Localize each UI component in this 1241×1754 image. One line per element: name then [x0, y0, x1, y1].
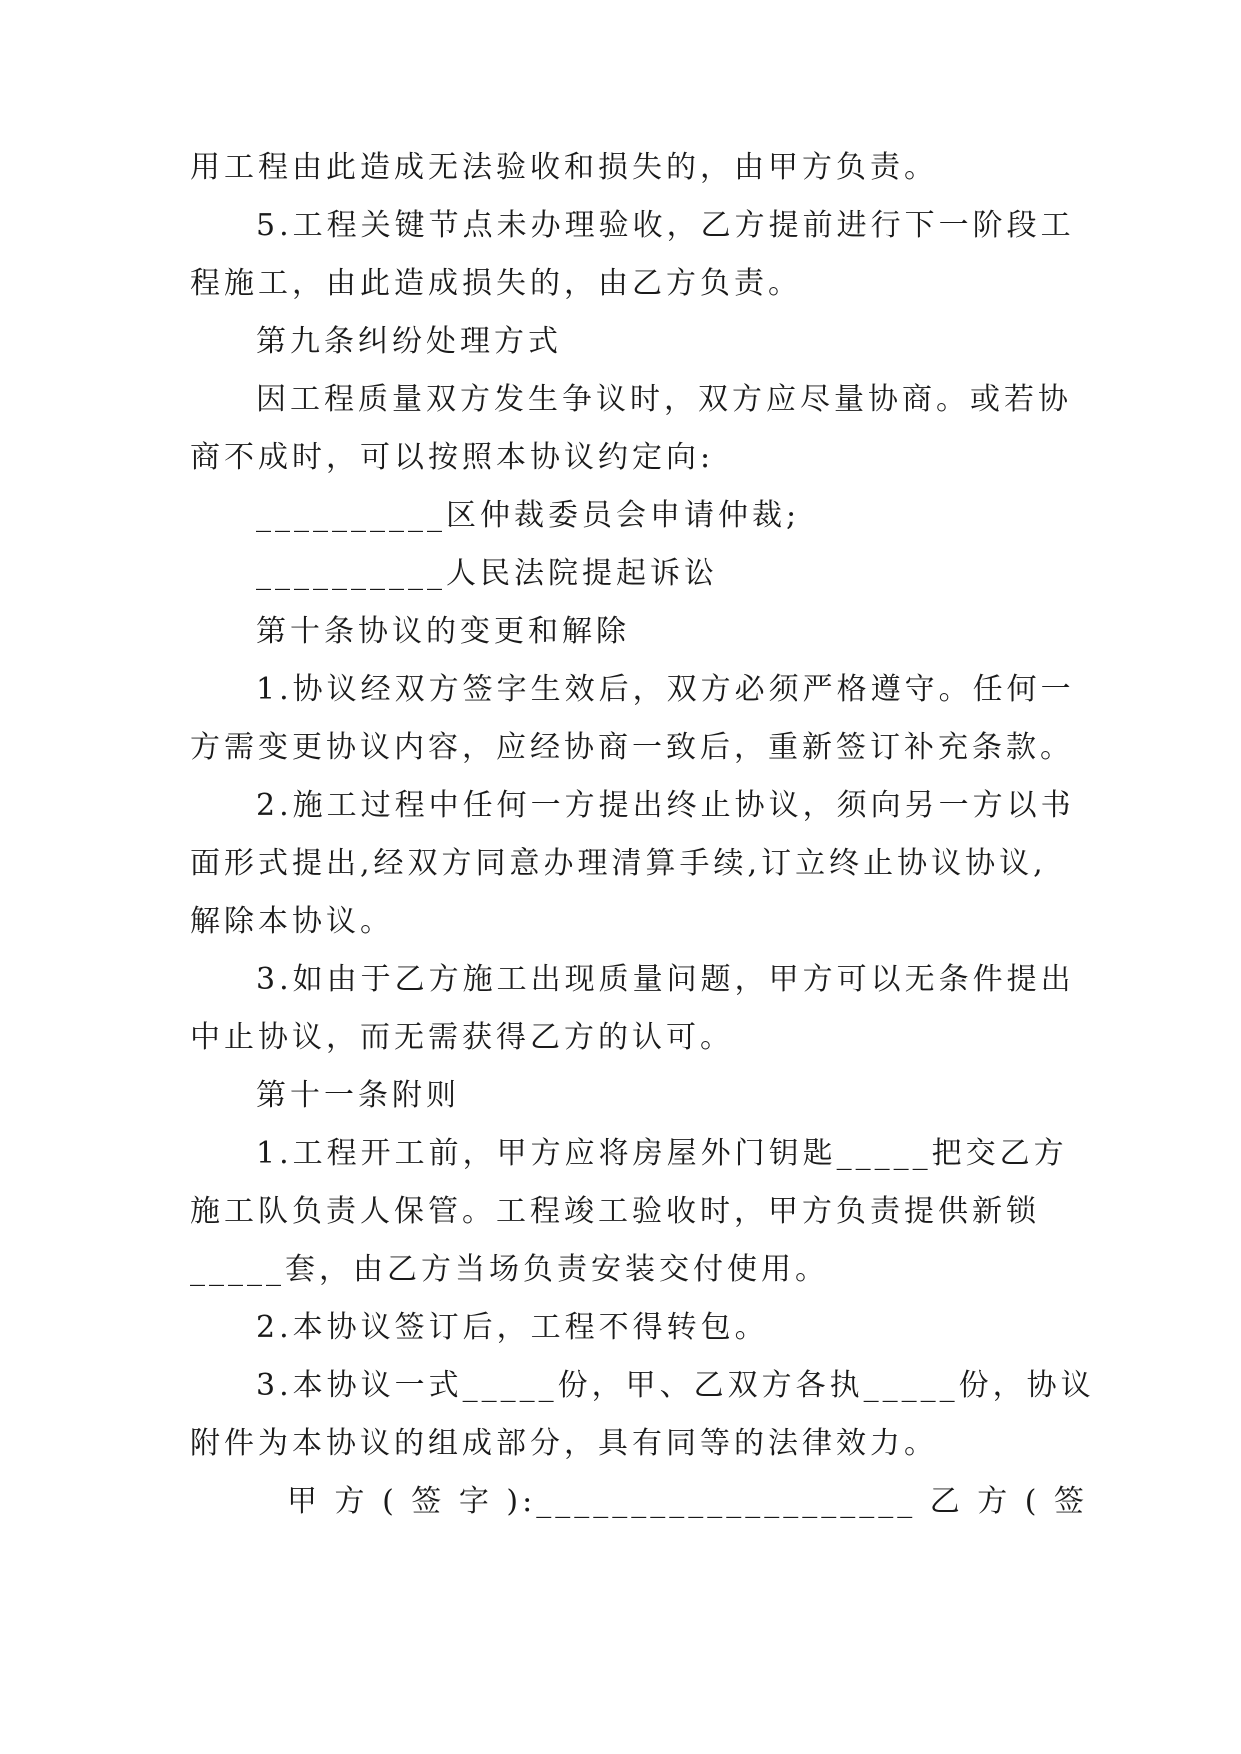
section-heading: 第十条协议的变更和解除 — [256, 614, 630, 649]
paragraph-line: 5.工程关键节点未办理验收，乙方提前进行下一阶段工 — [256, 208, 1075, 243]
paragraph-line: 用工程由此造成无法验收和损失的，由甲方负责。 — [190, 150, 938, 185]
paragraph-line: 3.如由于乙方施工出现质量问题，甲方可以无条件提出 — [256, 962, 1075, 997]
paragraph-line: 3.本协议一式_____份，甲、乙双方各执_____份，协议 — [256, 1368, 1095, 1403]
blank-field-line: __________人民法院提起诉讼 — [256, 556, 718, 591]
paragraph-line: 程施工，由此造成损失的，由乙方负责。 — [190, 266, 802, 301]
signature-line: 甲 方 ( 签 字 ):____________________ 乙 方 ( 签 — [287, 1484, 1089, 1519]
paragraph-line: 1.工程开工前，甲方应将房屋外门钥匙_____把交乙方 — [256, 1136, 1068, 1171]
blank-field-line: __________区仲裁委员会申请仲裁; — [256, 498, 801, 533]
paragraph-line: 因工程质量双方发生争议时，双方应尽量协商。或若协 — [256, 382, 1072, 417]
paragraph-line: 方需变更协议内容，应经协商一致后，重新签订补充条款。 — [190, 730, 1074, 765]
paragraph-line: 2.本协议签订后，工程不得转包。 — [256, 1310, 769, 1345]
paragraph-line: 商不成时，可以按照本协议约定向: — [190, 440, 715, 475]
section-heading: 第十一条附则 — [256, 1078, 460, 1113]
paragraph-line: 中止协议，而无需获得乙方的认可。 — [190, 1020, 734, 1055]
paragraph-line: 解除本协议。 — [190, 904, 394, 939]
paragraph-line: 面形式提出,经双方同意办理清算手续,订立终止协议协议, — [190, 846, 1047, 881]
paragraph-line: 1.协议经双方签字生效后，双方必须严格遵守。任何一 — [256, 672, 1075, 707]
section-heading: 第九条纠纷处理方式 — [256, 324, 562, 359]
paragraph-line: 2.施工过程中任何一方提出终止协议，须向另一方以书 — [256, 788, 1075, 823]
paragraph-line: 附件为本协议的组成部分，具有同等的法律效力。 — [190, 1426, 938, 1461]
paragraph-line: 施工队负责人保管。工程竣工验收时，甲方负责提供新锁 — [190, 1194, 1040, 1229]
paragraph-line: _____套，由乙方当场负责安装交付使用。 — [190, 1252, 829, 1287]
